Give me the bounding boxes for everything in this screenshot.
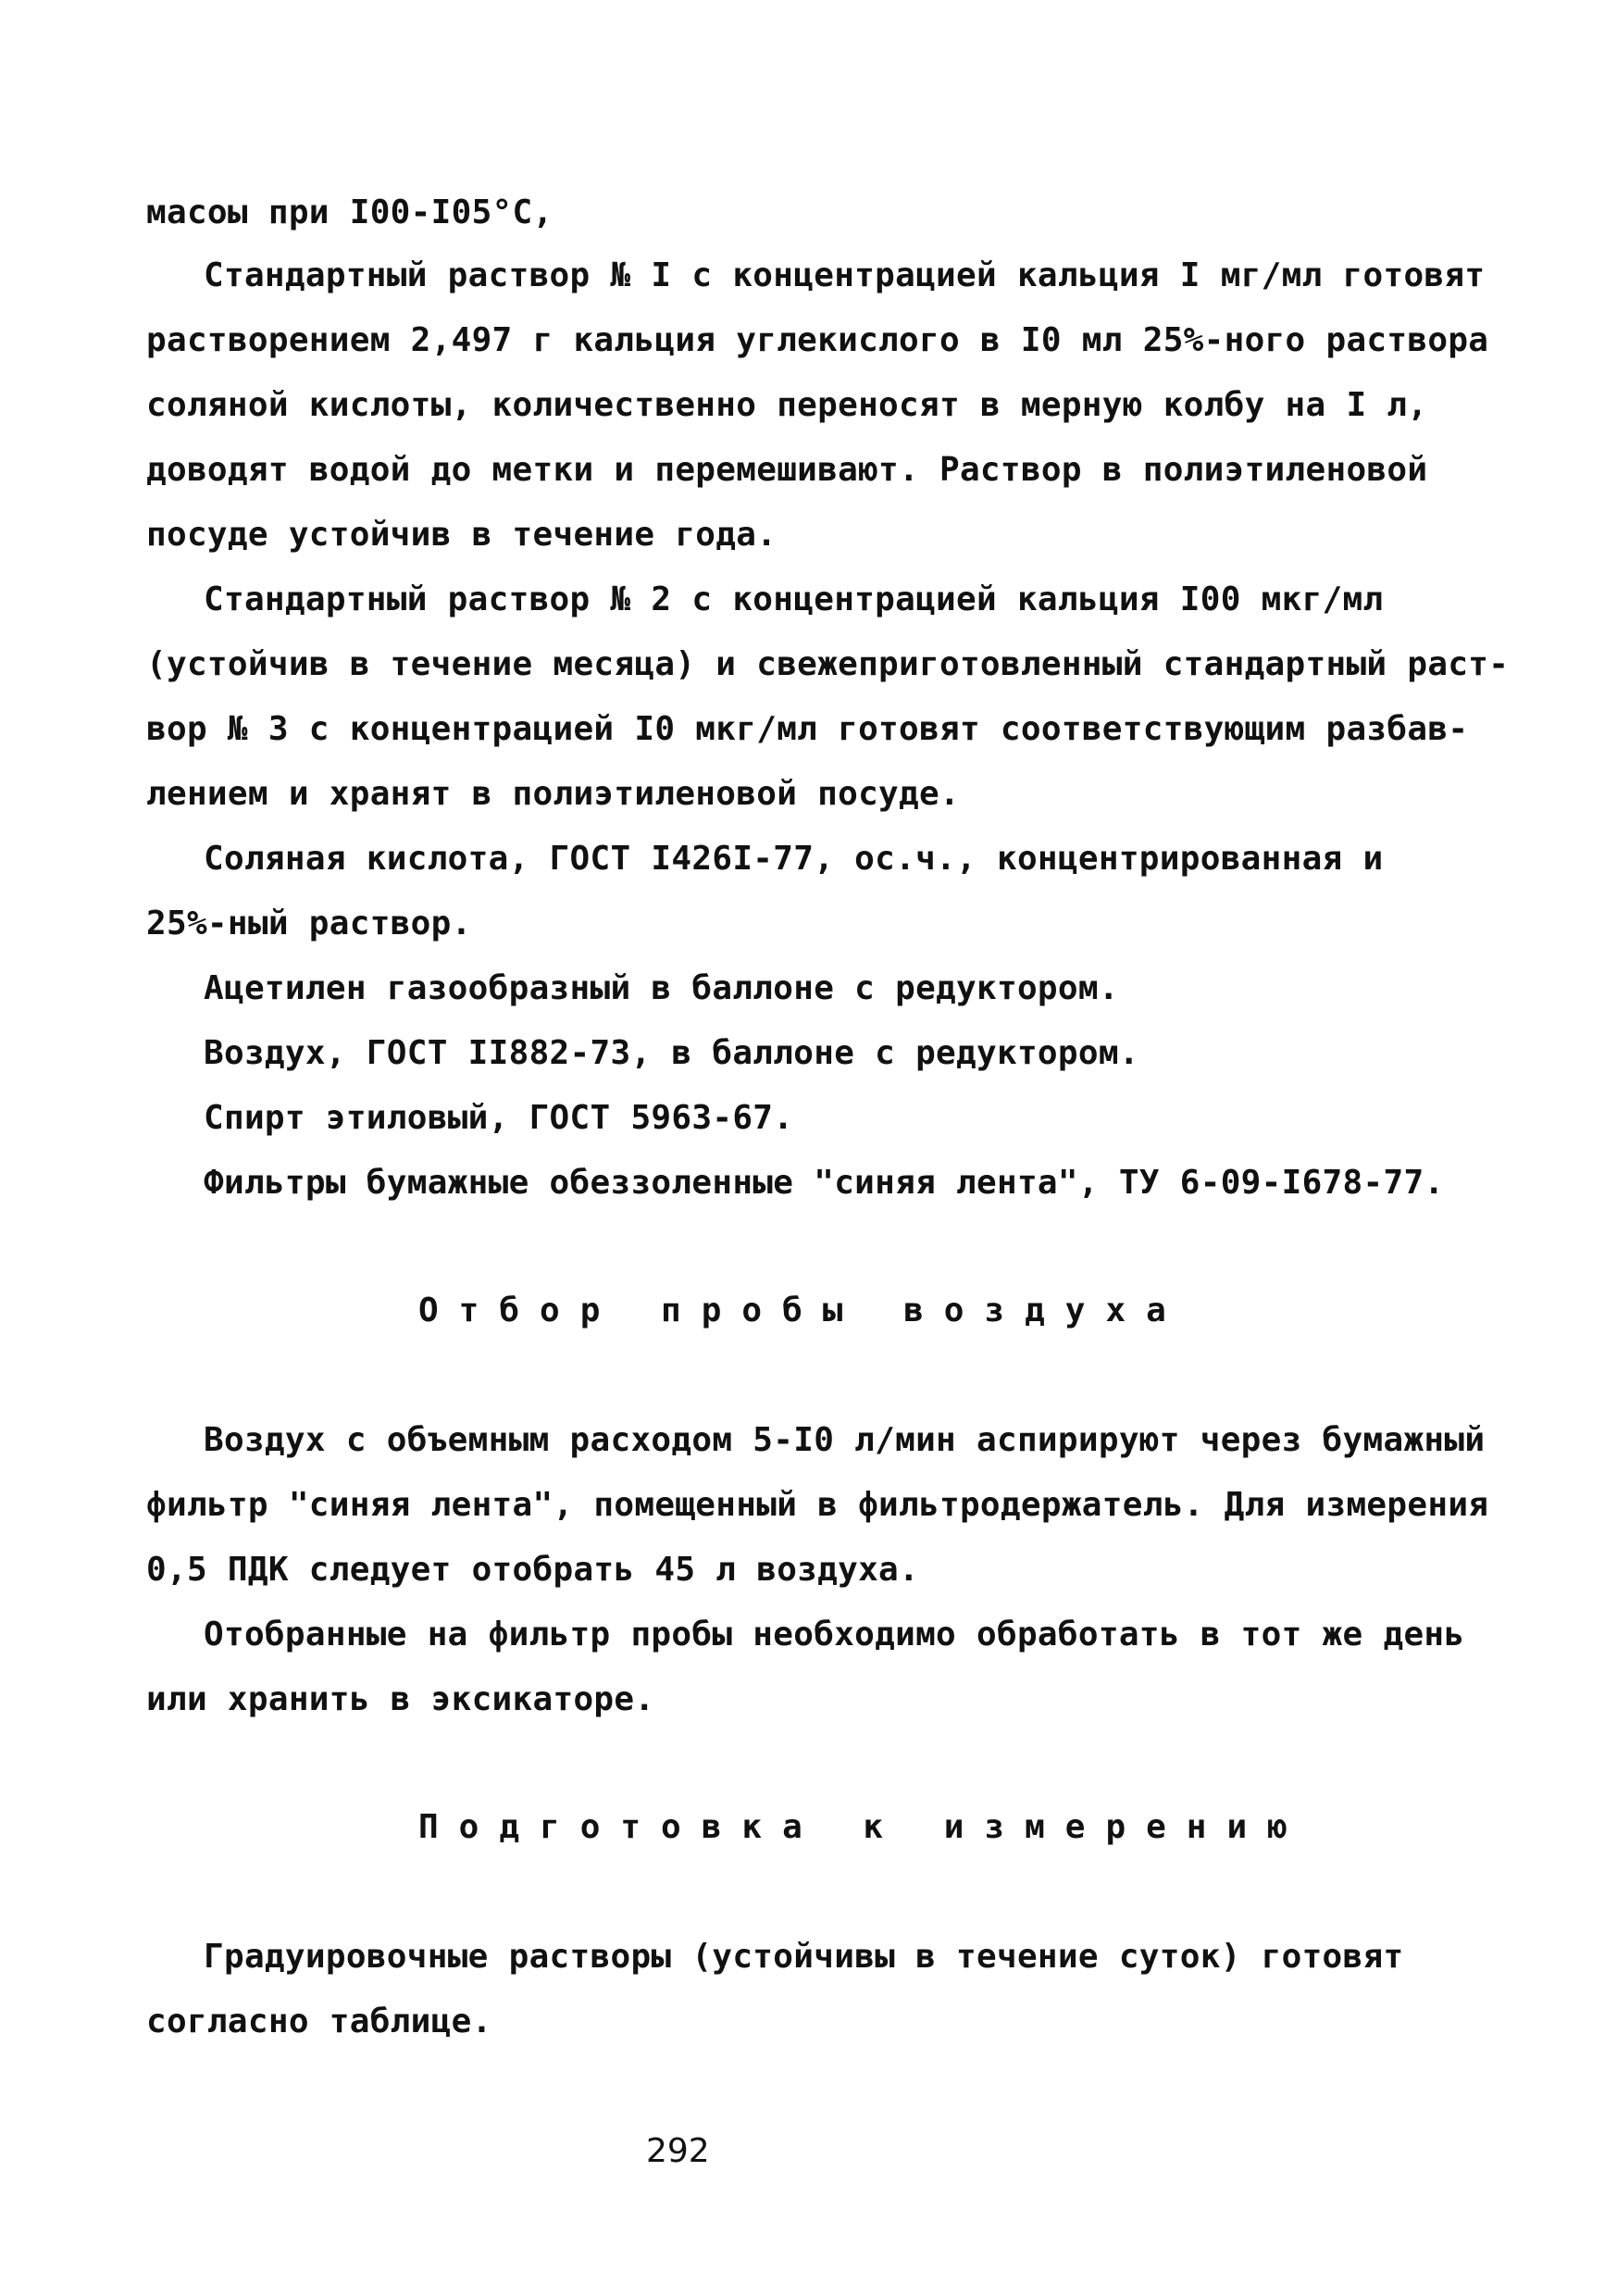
paragraph-line: 0,5 ПДК следует отобрать 45 л воздуха. xyxy=(146,1551,920,1589)
paragraph-line: Стандартный раствор № 2 с концентрацией кальция I00 мкг/мл xyxy=(204,580,1384,618)
paragraph-line: доводят водой до метки и перемешивают. Раствор в полиэтиленовой xyxy=(146,451,1428,489)
paragraph-line: 25%-ный раствор. xyxy=(146,905,472,942)
paragraph-line: Воздух с объемным расходом 5-I0 л/мин аспирируют через бумажный xyxy=(204,1421,1486,1459)
paragraph-line: Соляная кислота, ГОСТ I426I-77, ос.ч., концентрированная и xyxy=(204,840,1384,878)
reagent-line: Спирт этиловый, ГОСТ 5963-67. xyxy=(204,1099,794,1137)
reagent-line: Фильтры бумажные обеззоленные "синяя лента", ТУ 6-09-I678-77. xyxy=(204,1164,1445,1202)
section-heading: Подготовка к измерению xyxy=(418,1808,1308,1846)
text-line: масоы при I00-I05°С, xyxy=(146,193,554,231)
section-heading: Отбор пробы воздуха xyxy=(418,1292,1187,1329)
paragraph-line: лением и хранят в полиэтиленовой посуде. xyxy=(146,775,960,813)
reagent-line: Ацетилен газообразный в баллоне с редуктором. xyxy=(204,969,1119,1007)
reagent-line: Воздух, ГОСТ II882-73, в баллоне с редуктором. xyxy=(204,1034,1139,1072)
paragraph-line: фильтр "синяя лента", помещенный в фильтродержатель. Для измерения xyxy=(146,1486,1489,1524)
paragraph-line: посуде устойчив в течение года. xyxy=(146,516,777,554)
paragraph-line: или хранить в эксикаторе. xyxy=(146,1680,655,1718)
paragraph-line: растворением 2,497 г кальция углекислого в I0 мл 25%-ного раствора xyxy=(146,321,1489,359)
paragraph-line: Отобранные на фильтр пробы необходимо обработать в тот же день xyxy=(204,1616,1465,1653)
paragraph-line: (устойчив в течение месяца) и свежеприготовленный стандартный раст- xyxy=(146,645,1510,683)
paragraph-line: согласно таблице. xyxy=(146,2003,492,2040)
paragraph-line: соляной кислоты, количественно переносят в мерную колбу на I л, xyxy=(146,386,1428,424)
paragraph-line: Градуировочные растворы (устойчивы в течение суток) готовят xyxy=(204,1938,1404,1976)
paragraph-line: вор № 3 с концентрацией I0 мкг/мл готовят соответствующим разбав- xyxy=(146,710,1469,748)
page-number: 292 xyxy=(646,2132,710,2170)
paragraph-line: Стандартный раствор № I с концентрацией кальция I мг/мл готовят xyxy=(204,256,1486,294)
